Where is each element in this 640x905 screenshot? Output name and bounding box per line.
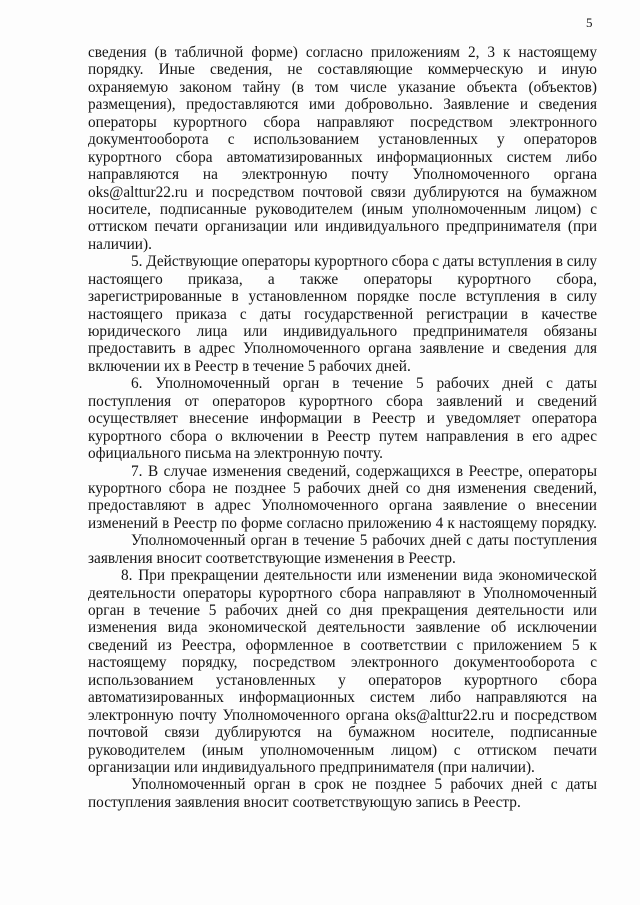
text-line: настоящему порядку, посредством электронного документооборота с xyxy=(88,654,597,672)
text-line: сведения (в табличной форме) согласно приложениям 2, 3 к настоящему xyxy=(88,44,597,61)
text-line: осуществляет внесение информации в Реестр и уведомляет оператора xyxy=(88,410,597,428)
text-line: направляются на электронную почту Уполномоченного органа xyxy=(88,166,597,184)
text-line: электронную почту Уполномоченного органа oks@alttur22.ru и посредством xyxy=(88,706,597,724)
text-line: автоматизированных информационных систем либо направляются на xyxy=(88,689,597,707)
text-line: 7. В случае изменения сведений, содержащихся в Реестре, операторы xyxy=(131,462,597,480)
text-line: официального письма на электронную почту. xyxy=(88,445,383,463)
paragraph-continuation xyxy=(88,44,597,253)
paragraph-item-6 xyxy=(88,375,597,462)
page-number: 5 xyxy=(586,15,593,30)
text-line: орган в течение 5 рабочих дней со дня прекращения деятельности или xyxy=(88,602,597,619)
text-line: курортного сбора не позднее 5 рабочих дней со дня изменения сведений, xyxy=(88,479,597,497)
paragraph-item-7-continuation xyxy=(88,532,597,567)
document-body xyxy=(88,44,597,811)
text-line: порядку. Иные сведения, не составляющие коммерческую и иную xyxy=(88,61,597,79)
text-line: поступления заявления вносит соответствующую запись в Реестр. xyxy=(88,793,521,811)
text-line: Уполномоченный орган в течение 5 рабочих дней с даты поступления xyxy=(131,532,597,550)
text-line: предоставляют в адрес Уполномоченного органа заявление о внесении xyxy=(88,497,597,515)
text-line: включении их в Реестр в течение 5 рабочих дней. xyxy=(88,357,411,375)
text-line: организации или индивидуального предпринимателя (при наличии). xyxy=(88,758,535,776)
text-line: носителе, подписанные руководителем (иным уполномоченным лицом) с xyxy=(88,200,597,218)
text-line: операторы курортного сбора направляют посредством электронного xyxy=(88,113,597,131)
text-line: изменения вида экономической деятельности заявление об исключении xyxy=(88,619,597,637)
paragraph-item-8-continuation xyxy=(88,776,597,811)
text-line: зарегистрированные в установленном порядке после вступления в силу xyxy=(88,288,597,306)
text-line: 8. При прекращении деятельности или изменении вида экономической xyxy=(121,567,597,585)
text-line: охраняемую законом тайну (в том числе указание объекта (объектов) xyxy=(88,78,597,96)
text-line: деятельности операторы курортного сбора направляют в Уполномоченный xyxy=(88,584,597,602)
paragraph-item-8 xyxy=(88,567,597,776)
text-line: oks@alttur22.ru и посредством почтовой связи дублируются на бумажном xyxy=(88,183,597,201)
text-line: документооборота с использованием установленных у операторов xyxy=(88,131,597,149)
text-line: настоящего приказа с даты государственной регистрации в качестве xyxy=(88,305,597,323)
text-line: курортного сбора автоматизированных информационных систем либо xyxy=(88,148,597,166)
text-line: оттиском печати организации или индивидуального предпринимателя (при xyxy=(88,218,597,236)
text-line: юридического лица или индивидуального предпринимателя обязаны xyxy=(88,323,597,340)
text-line: изменений в Реестр по форме согласно приложению 4 к настоящему порядку. xyxy=(88,514,597,532)
text-line: курортного сбора о включении в Реестр путем направления в его адрес xyxy=(88,427,597,445)
text-line: использованием установленных у операторов курортного сбора xyxy=(88,671,597,689)
text-line: размещения), предоставляются ими добровольно. Заявление и сведения xyxy=(88,96,597,114)
text-line: почтовой связи дублируются на бумажном носителе, подписанные xyxy=(88,724,597,742)
text-line: предоставить в адрес Уполномоченного органа заявление и сведения для xyxy=(88,340,597,358)
text-line: сведений из Реестра, оформленное в соответствии с приложением 5 к xyxy=(88,636,597,654)
text-line: 5. Действующие операторы курортного сбора с даты вступления в силу xyxy=(131,253,597,271)
paragraph-item-7 xyxy=(88,463,597,533)
text-line: поступления от операторов курортного сбора заявлений и сведений xyxy=(88,392,597,410)
text-line: Уполномоченный орган в срок не позднее 5 рабочих дней с даты xyxy=(131,776,597,794)
text-line: настоящего приказа, а также операторы курортного сбора, xyxy=(88,270,597,288)
paragraph-item-5 xyxy=(88,253,597,375)
text-line: руководителем (иным уполномоченным лицом) с оттиском печати xyxy=(88,741,597,759)
text-line: заявления вносит соответствующие изменения в Реестр. xyxy=(88,549,456,567)
text-line: наличии). xyxy=(88,235,152,253)
text-line: 6. Уполномоченный орган в течение 5 рабочих дней с даты xyxy=(131,375,597,393)
